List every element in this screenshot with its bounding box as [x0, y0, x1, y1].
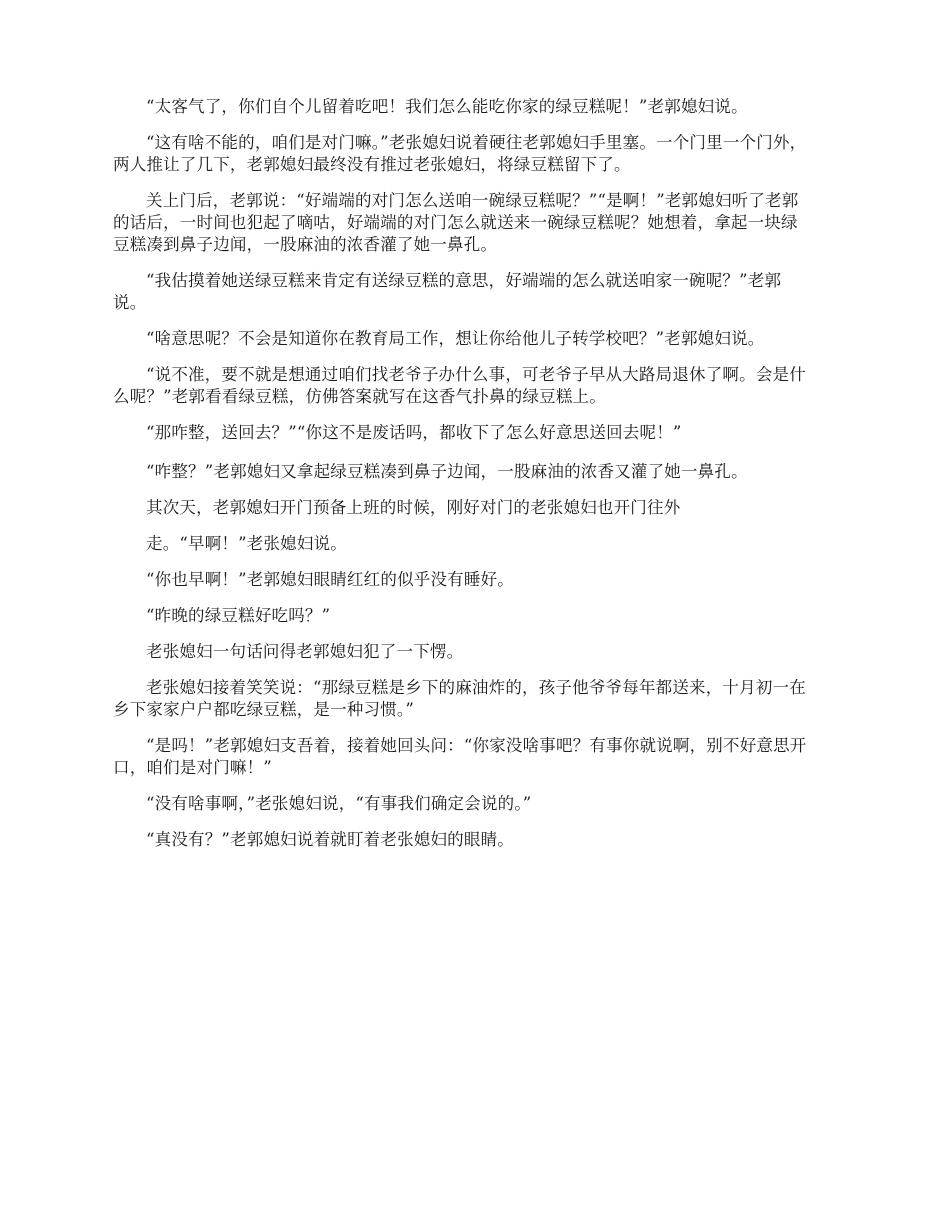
paragraph: 走。“早啊！”老张媳妇说。: [146, 534, 347, 553]
paragraph: “真没有？”老郭媳妇说着就盯着老张媳妇的眼睛。: [146, 830, 514, 849]
paragraph: “咋整？”老郭媳妇又拿起绿豆糕凑到鼻子边闻，一股麻油的浓香又灌了她一鼻孔。: [146, 462, 748, 481]
paragraph: “说不准，要不就是想通过咱们找老爷子办什么事，可老爷子早从大路局退休了啊。会是什么呢？”老郭看看绿豆糕，仿佛答案就写在这香气扑鼻的绿豆糕上。: [113, 365, 806, 406]
paragraph: 老张媳妇接着笑笑说：“那绿豆糕是乡下的麻油炸的，孩子他爷爷每年都送来，十月初一在乡下家家户户都吃绿豆糕，是一种习惯。”: [113, 678, 806, 719]
paragraph: “这有啥不能的，咱们是对门嘛。”老张媳妇说着硬往老郭媳妇手里塞。一个门里一个门外，两人推让了几下，老郭媳妇最终没有推过老张媳妇，将绿豆糕留下了。: [113, 133, 807, 174]
story-text: [113, 96, 813, 865]
paragraph: “没有啥事啊，”老张媳妇说，“有事我们确定会说的。”: [146, 794, 532, 813]
paragraph: “是吗！”老郭媳妇支吾着，接着她回头问：“你家没啥事吧？有事你就说啊，别不好意思开口，咱们是对门嘛！”: [113, 736, 807, 777]
paragraph: 关上门后，老郭说：“好端端的对门怎么送咱一碗绿豆糕呢？”“是啊！”老郭媳妇听了老郭的话后，一时间也犯起了嘀咕，好端端的对门怎么就送来一碗绿豆糕呢？她想着，拿起一块绿豆糕凑到鼻子边闻，一股麻油的浓香灌了她一鼻孔。: [113, 191, 799, 254]
paragraph: “昨晚的绿豆糕好吃吗？”: [146, 606, 331, 625]
paragraph: 老张媳妇一句话问得老郭媳妇犯了一下愣。: [146, 642, 464, 661]
paragraph: “太客气了，你们自个儿留着吃吧！我们怎么能吃你家的绿豆糕呢！”老郭媳妇说。: [146, 97, 748, 116]
paragraph: “我估摸着她送绿豆糕来肯定有送绿豆糕的意思，好端端的怎么就送咱家一碗呢？”老郭说。: [113, 271, 782, 312]
paragraph: “啥意思呢？不会是知道你在教育局工作，想让你给他儿子转学校吧？”老郭媳妇说。: [146, 329, 765, 348]
paragraph: “那咋整，送回去？”“你这不是废话吗，都收下了怎么好意思送回去呢！”: [146, 423, 682, 442]
paragraph: “你也早啊！”老郭媳妇眼睛红红的似乎没有睡好。: [146, 570, 514, 589]
paragraph: 其次天，老郭媳妇开门预备上班的时候，刚好对门的老张媳妇也开门往外: [146, 498, 681, 517]
